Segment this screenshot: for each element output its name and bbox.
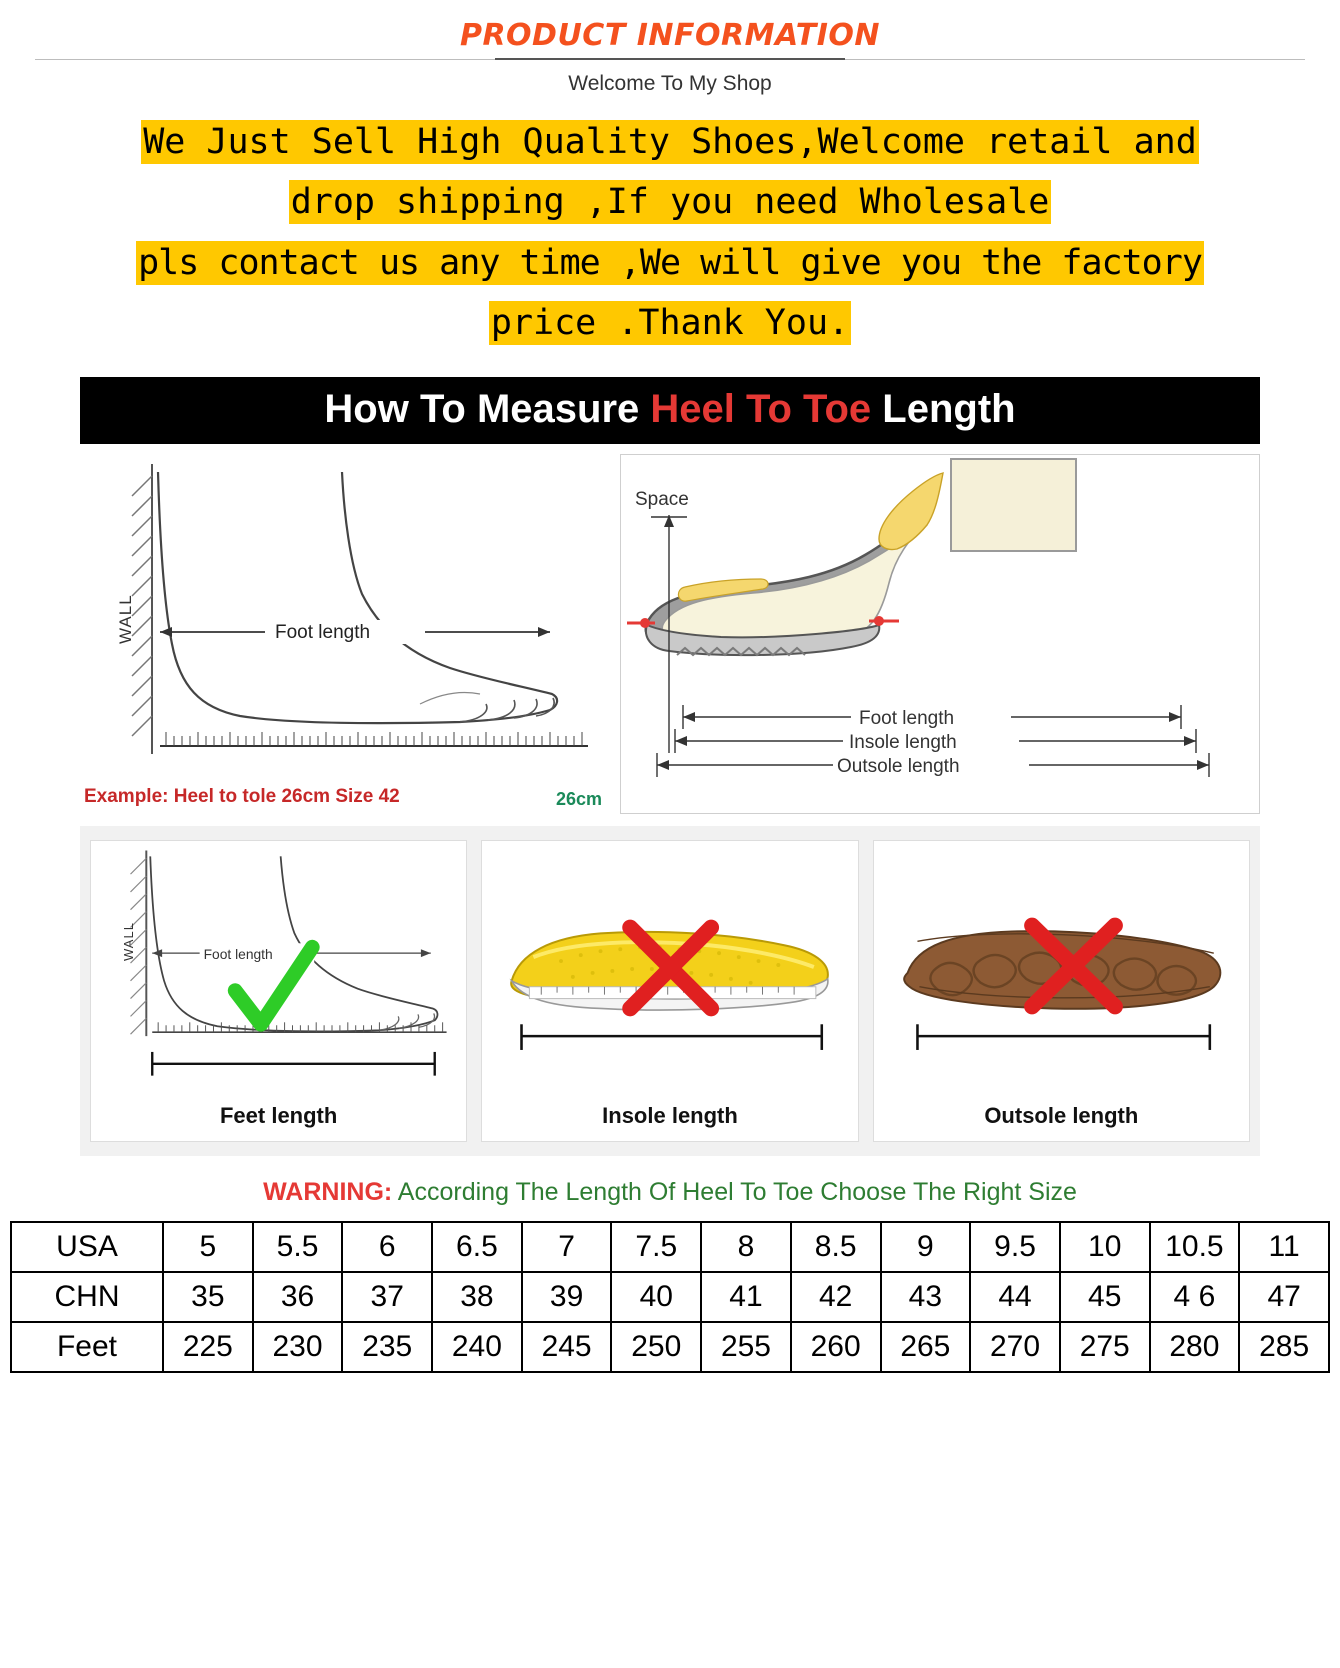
dim-label-outsole-length: Outsole length xyxy=(837,756,960,777)
dim-label-foot-length: Foot length xyxy=(859,708,955,729)
space-label: Space xyxy=(635,489,689,510)
table-cell: 38 xyxy=(432,1272,522,1322)
diagram-row xyxy=(80,454,1260,814)
table-cell: 8 xyxy=(701,1222,791,1272)
table-row xyxy=(11,1322,1329,1372)
header-subtitle: Welcome To My Shop xyxy=(568,72,772,95)
intro-line xyxy=(0,243,1340,283)
wall-label: WALL xyxy=(121,922,136,961)
table-cell: 255 xyxy=(701,1322,791,1372)
table-cell: 4 6 xyxy=(1150,1272,1240,1322)
table-row xyxy=(11,1222,1329,1272)
example-box-feet-length xyxy=(90,840,467,1142)
table-cell: 9 xyxy=(881,1222,971,1272)
measure-section xyxy=(80,377,1260,1207)
shoe-cross-section-illustration xyxy=(621,455,1251,813)
foot-wall-diagram xyxy=(80,454,610,814)
table-cell: 42 xyxy=(791,1272,881,1322)
measure-banner-part3: Length xyxy=(871,387,1016,431)
example-note: Example: Heel to tole 26cm Size 42 xyxy=(84,786,400,807)
table-cell: 36 xyxy=(253,1272,343,1322)
table-cell: 10 xyxy=(1060,1222,1150,1272)
table-cell: 5 xyxy=(163,1222,253,1272)
table-cell: 6.5 xyxy=(432,1222,522,1272)
header-divider xyxy=(35,59,1305,60)
table-cell: 270 xyxy=(970,1322,1060,1372)
table-cell: 245 xyxy=(522,1322,612,1372)
table-cell: 250 xyxy=(611,1322,701,1372)
table-cell: 5.5 xyxy=(253,1222,343,1272)
table-cell: 225 xyxy=(163,1322,253,1372)
table-cell: 40 xyxy=(611,1272,701,1322)
table-cell: 11 xyxy=(1239,1222,1329,1272)
feet-length-illustration xyxy=(91,841,466,1091)
table-cell: 265 xyxy=(881,1322,971,1372)
table-cell: 47 xyxy=(1239,1272,1329,1322)
table-cell: 39 xyxy=(522,1272,612,1322)
table-cell: 280 xyxy=(1150,1322,1240,1372)
insole-illustration xyxy=(482,841,857,1091)
table-cell: 235 xyxy=(342,1322,432,1372)
table-cell: 230 xyxy=(253,1322,343,1372)
inner-foot-length-label: Foot length xyxy=(203,946,273,963)
table-cell: 275 xyxy=(1060,1322,1150,1372)
row-header-usa: USA xyxy=(11,1222,163,1272)
table-cell: 45 xyxy=(1060,1272,1150,1322)
intro-line xyxy=(0,122,1340,162)
measure-value: 26cm xyxy=(555,789,602,809)
outsole-illustration xyxy=(874,841,1249,1091)
intro-block xyxy=(0,122,1340,343)
warning-text: According The Length Of Heel To Toe Choose The Right Size xyxy=(397,1178,1077,1206)
measure-banner-part1: How To Measure xyxy=(324,387,651,431)
example-box-insole-length xyxy=(481,840,858,1142)
dim-label-insole-length: Insole length xyxy=(849,732,957,753)
warning-label: WARNING: xyxy=(263,1178,393,1206)
table-cell: 41 xyxy=(701,1272,791,1322)
table-cell: 260 xyxy=(791,1322,881,1372)
example-caption: Outsole length xyxy=(984,1103,1139,1128)
measure-banner xyxy=(80,377,1260,444)
size-conversion-table xyxy=(10,1221,1330,1373)
table-cell: 285 xyxy=(1239,1322,1329,1372)
example-box-outsole-length xyxy=(873,840,1250,1142)
intro-line-text: We Just Sell High Quality Shoes,Welcome retail and xyxy=(143,122,1197,162)
table-cell: 35 xyxy=(163,1272,253,1322)
shoe-section-diagram xyxy=(620,454,1260,814)
wall-label: WALL xyxy=(116,594,135,644)
table-cell: 7 xyxy=(522,1222,612,1272)
intro-line-text: pls contact us any time ,We will give you the factory xyxy=(138,242,1202,283)
example-caption: Feet length xyxy=(219,1103,338,1128)
table-row xyxy=(11,1272,1329,1322)
row-header-chn: CHN xyxy=(11,1272,163,1322)
table-cell: 44 xyxy=(970,1272,1060,1322)
table-cell: 240 xyxy=(432,1322,522,1372)
table-cell: 8.5 xyxy=(791,1222,881,1272)
example-caption: Insole length xyxy=(602,1103,738,1128)
foot-length-label: Foot length xyxy=(275,622,371,643)
page-header xyxy=(0,0,1340,96)
intro-line-text: drop shipping ,If you need Wholesale xyxy=(290,182,1050,223)
intro-line xyxy=(0,303,1340,343)
foot-wall-illustration xyxy=(80,454,610,784)
example-boxes xyxy=(80,826,1260,1156)
table-cell: 7.5 xyxy=(611,1222,701,1272)
table-cell: 9.5 xyxy=(970,1222,1060,1272)
table-cell: 10.5 xyxy=(1150,1222,1240,1272)
page-title: PRODUCT INFORMATION xyxy=(459,18,881,53)
intro-line-text: price .Thank You. xyxy=(490,302,850,343)
table-cell: 37 xyxy=(342,1272,432,1322)
warning-line xyxy=(80,1178,1260,1207)
measure-banner-highlight: Heel To Toe xyxy=(650,387,872,431)
intro-line xyxy=(0,182,1340,222)
table-cell: 6 xyxy=(342,1222,432,1272)
table-cell: 43 xyxy=(881,1272,971,1322)
row-header-feet: Feet xyxy=(11,1322,163,1372)
